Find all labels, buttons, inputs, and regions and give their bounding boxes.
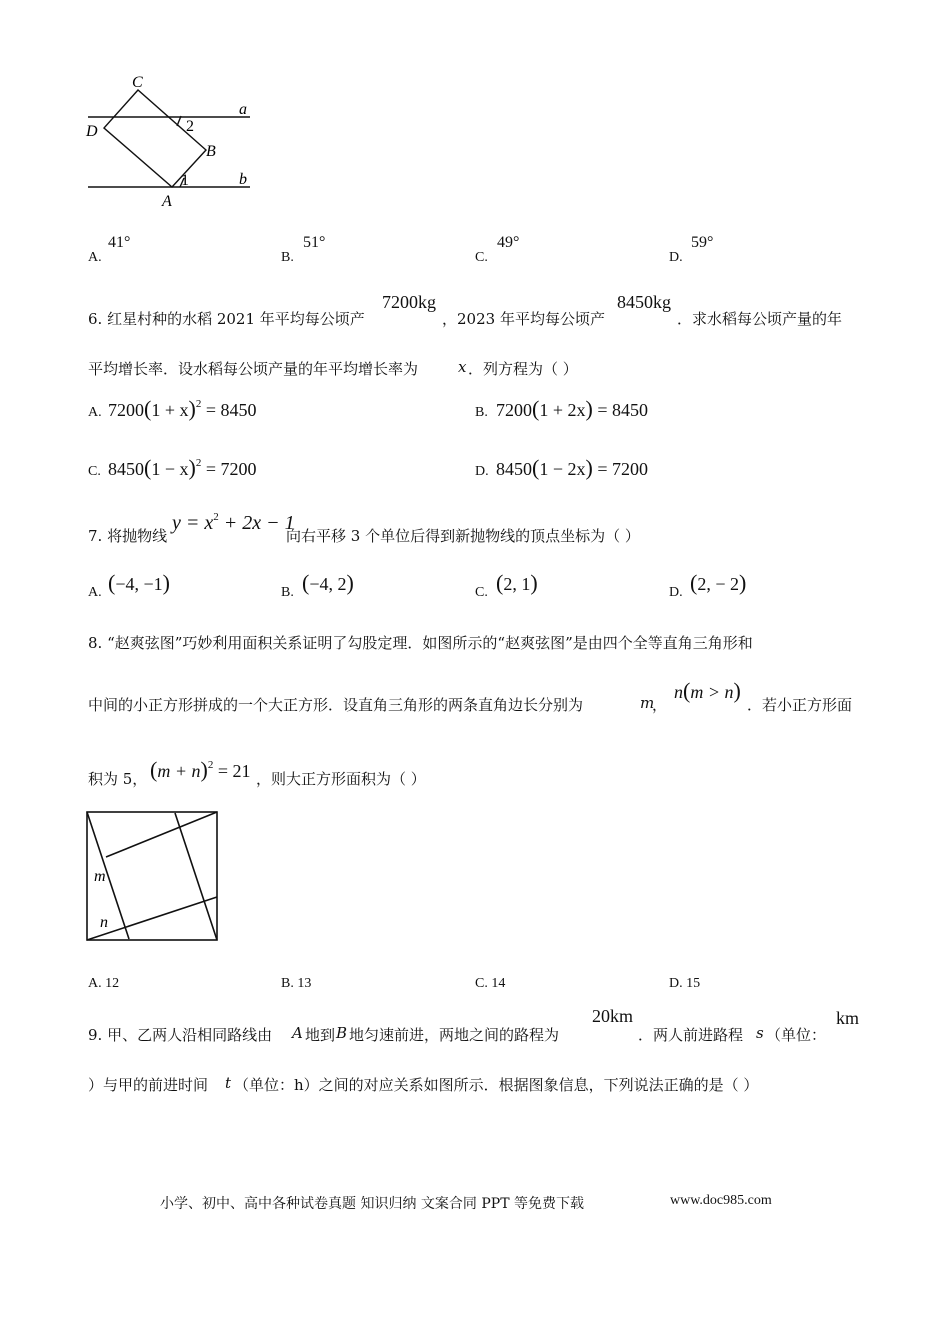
q9-text-5: （单位： bbox=[766, 1026, 827, 1044]
fig-label-n: n bbox=[100, 914, 108, 931]
q6-option-d-letter: D. bbox=[475, 464, 489, 479]
q8-line-1: 8. “赵爽弦图”巧妙利用面积关系证明了勾股定理．如图所示的“赵爽弦图”是由四个全等直角三角形和 bbox=[88, 634, 753, 652]
label-2: 2 bbox=[186, 118, 194, 135]
q6-option-b-equation: 7200(1 + 2x) = 8450 bbox=[496, 396, 648, 421]
q9-text-3: 地匀速前进，两地之间的路程为 bbox=[349, 1026, 560, 1044]
label-C: C bbox=[132, 74, 143, 91]
q6-option-a-letter: A. bbox=[88, 405, 102, 420]
q7-option-c-letter: C. bbox=[475, 585, 488, 600]
label-B: B bbox=[206, 143, 216, 160]
q8-option-c: C. 14 bbox=[475, 976, 506, 991]
q7-option-d-letter: D. bbox=[669, 585, 683, 600]
q7-option-b-letter: B. bbox=[281, 585, 294, 600]
fig-label-m: m bbox=[94, 868, 106, 885]
q7-text-1: 7. 将抛物线 bbox=[88, 527, 168, 545]
q8-line-3-start: 积为 5， bbox=[88, 770, 148, 788]
footer-link[interactable]: www.doc985.com bbox=[670, 1193, 772, 1208]
figure-zhaoshuang-diagram bbox=[84, 809, 222, 943]
q6-value-8450kg: 8450kg bbox=[617, 292, 671, 312]
q9-text-1: 9. 甲、乙两人沿相同路线由 bbox=[88, 1026, 273, 1044]
q8-option-b: B. 13 bbox=[281, 976, 312, 991]
q5-option-b-letter: B. bbox=[281, 250, 294, 265]
q6-text-2: ，2023 年平均每公顷产 bbox=[442, 310, 605, 328]
q8-line-2: 中间的小正方形拼成的一个大正方形．设直角三角形的两条直角边长分别为 bbox=[88, 696, 584, 714]
label-A: A bbox=[162, 193, 172, 210]
q9-line-2-start: ）与甲的前进时间 bbox=[88, 1076, 209, 1094]
q9-variable-s: s bbox=[756, 1024, 764, 1042]
label-1: 1 bbox=[181, 172, 189, 189]
q6-line-2: 平均增长率．设水稻每公顷产量的年平均增长率为 bbox=[88, 360, 419, 378]
label-a: a bbox=[239, 101, 247, 118]
q7-option-a-letter: A. bbox=[88, 585, 102, 600]
q7-option-d-value: (2, − 2) bbox=[690, 570, 747, 595]
q6-option-b-letter: B. bbox=[475, 405, 488, 420]
label-b: b bbox=[239, 171, 247, 188]
q5-option-a-letter: A. bbox=[88, 250, 102, 265]
q9-point-B: B bbox=[336, 1024, 348, 1042]
q9-variable-t: t bbox=[225, 1074, 232, 1092]
q9-distance: 20km bbox=[592, 1006, 634, 1026]
figure-parallel-lines bbox=[80, 68, 270, 213]
q5-option-c-value: 49° bbox=[497, 234, 520, 251]
q8-equation: $(m + n)^2 = 21$ bbox=[150, 757, 251, 782]
q8-line-3-end: ，则大正方形面积为（ ） bbox=[256, 770, 426, 788]
q6-text-3: ．求水稻每公顷产量的年 bbox=[677, 310, 843, 328]
q5-option-d-value: 59° bbox=[691, 234, 714, 251]
q6-value-7200kg: 7200kg bbox=[382, 292, 436, 312]
q6-variable-x: x bbox=[458, 358, 467, 376]
q8-n-condition: n(m > n) bbox=[674, 678, 741, 703]
label-D: D bbox=[86, 123, 98, 140]
q8-option-d: D. 15 bbox=[669, 976, 701, 991]
q8-variable-m: m bbox=[640, 694, 655, 712]
q8-comma: ， bbox=[652, 696, 668, 714]
q6-option-a-equation: $7200(1 + x)^2 = 8450$ bbox=[108, 396, 257, 421]
q6-option-d-equation: 8450(1 − 2x) = 7200 bbox=[496, 455, 648, 480]
q7-option-b-value: (−4, 2) bbox=[302, 570, 354, 595]
q5-option-c-letter: C. bbox=[475, 250, 488, 265]
q5-option-d-letter: D. bbox=[669, 250, 683, 265]
q9-point-A: A bbox=[292, 1024, 303, 1042]
q7-text-2: 向右平移 3 个单位后得到新抛物线的顶点坐标为（ ） bbox=[286, 527, 640, 545]
q5-option-b-value: 51° bbox=[303, 234, 326, 251]
q8-line-2-end: ．若小正方形面 bbox=[747, 696, 853, 714]
q8-option-a: A. 12 bbox=[88, 976, 120, 991]
q7-option-c-value: (2, 1) bbox=[496, 570, 538, 595]
q9-line-2-end: （单位：h）之间的对应关系如图所示．根据图象信息，下列说法正确的是（ ） bbox=[234, 1076, 759, 1094]
q6-line-2-end: ．列方程为（ ） bbox=[468, 360, 578, 378]
q7-option-a-value: (−4, −1) bbox=[108, 570, 170, 595]
q9-unit-km: km bbox=[836, 1008, 860, 1028]
q7-equation: $y = x^2 + 2x - 1$ bbox=[172, 511, 295, 534]
q6-option-c-letter: C. bbox=[88, 464, 101, 479]
q6-option-c-equation: $8450(1 - x)^2 = 7200$ bbox=[108, 455, 257, 480]
q6-text-1: 6. 红星村种的水稻 2021 年平均每公顷产 bbox=[88, 310, 365, 328]
q9-text-2: 地到 bbox=[305, 1026, 336, 1044]
q5-option-a-value: 41° bbox=[108, 234, 131, 251]
footer-text: 小学、初中、高中各种试卷真题 知识归纳 文案合同 PPT 等免费下载 bbox=[160, 1196, 584, 1212]
q9-text-4: ．两人前进路程 bbox=[638, 1026, 744, 1044]
